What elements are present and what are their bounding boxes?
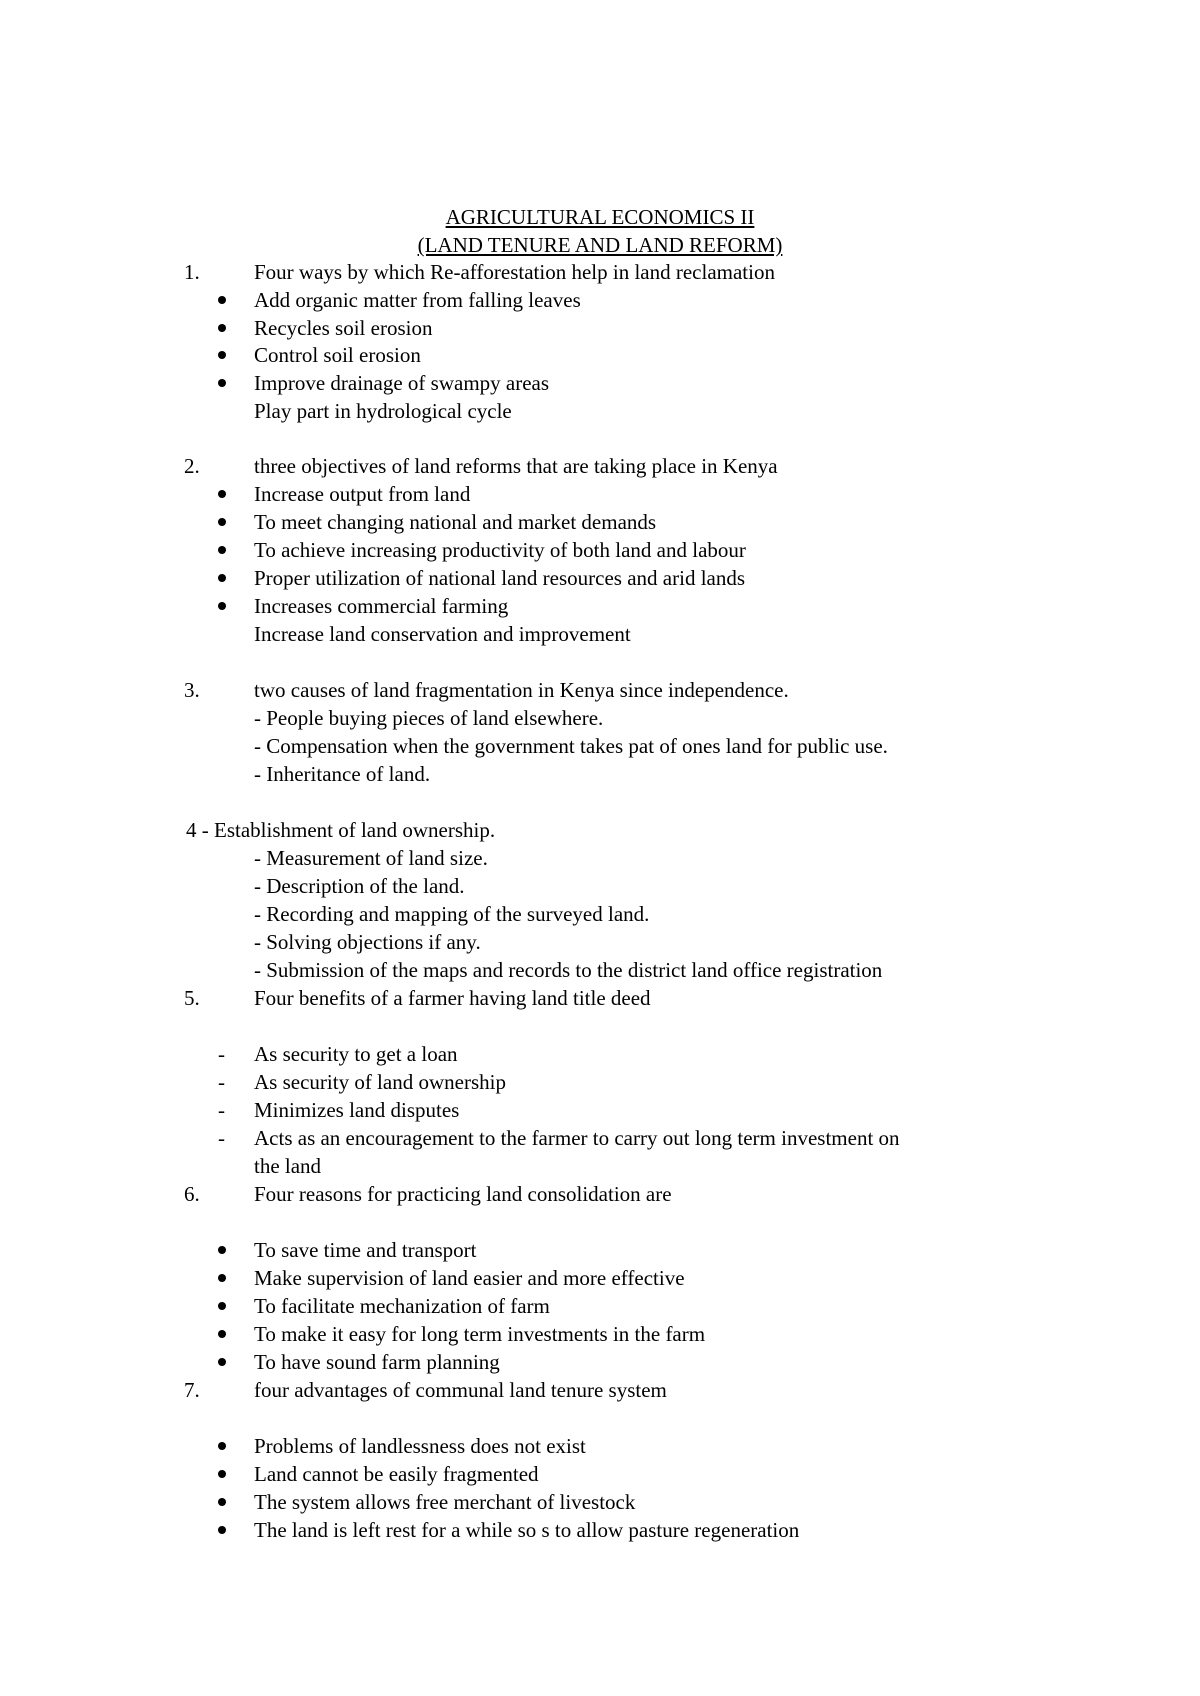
q1-bullet: Add organic matter from falling leaves [254, 288, 581, 312]
q6-bullet: To save time and transport [254, 1238, 477, 1262]
q7-number: 7. [184, 1378, 200, 1402]
q4-item: - Recording and mapping of the surveyed land. [254, 902, 650, 926]
q7-bullet: Land cannot be easily fragmented [254, 1462, 539, 1486]
bullet-icon [218, 296, 226, 304]
dash-icon: - [218, 1042, 225, 1066]
q3-item: - Compensation when the government takes pat of ones land for public use. [254, 734, 888, 758]
q5-item: As security to get a loan [254, 1042, 458, 1066]
bullet-icon [218, 1330, 226, 1338]
bullet-icon [218, 1498, 226, 1506]
q1-bullet: Control soil erosion [254, 343, 421, 367]
bullet-icon [218, 1470, 226, 1478]
q1-extra: Play part in hydrological cycle [254, 399, 512, 423]
bullet-icon [218, 518, 226, 526]
q5-item: As security of land ownership [254, 1070, 506, 1094]
q6-bullet: To facilitate mechanization of farm [254, 1294, 550, 1318]
q2-number: 2. [184, 454, 200, 478]
q3-number: 3. [184, 678, 200, 702]
q2-bullet: Increase output from land [254, 482, 471, 506]
bullet-icon [218, 351, 226, 359]
dash-icon: - [218, 1070, 225, 1094]
q5-number: 5. [184, 986, 200, 1010]
q6-number: 6. [184, 1182, 200, 1206]
q7-bullet: The land is left rest for a while so s to allow pasture regeneration [254, 1518, 800, 1542]
q2-bullet: To meet changing national and market demands [254, 510, 657, 534]
q2-bullet: Proper utilization of national land resources and arid lands [254, 566, 746, 590]
q4-item: - Solving objections if any. [254, 930, 481, 954]
document-title: AGRICULTURAL ECONOMICS II [445, 205, 755, 229]
q1-bullet: Improve drainage of swampy areas [254, 371, 550, 395]
bullet-icon [218, 1274, 226, 1282]
q3-item: - People buying pieces of land elsewhere. [254, 706, 604, 730]
q7-bullet: The system allows free merchant of livestock [254, 1490, 636, 1514]
q2-bullet: To achieve increasing productivity of both land and labour [254, 538, 746, 562]
bullet-icon [218, 490, 226, 498]
bullet-icon [218, 546, 226, 554]
q4-first: 4 - Establishment of land ownership. [186, 818, 496, 842]
bullet-icon [218, 1526, 226, 1534]
document-subtitle: (LAND TENURE AND LAND REFORM) [417, 233, 783, 257]
q5-item: Acts as an encouragement to the farmer to carry out long term investment on [254, 1126, 900, 1150]
bullet-icon [218, 1358, 226, 1366]
bullet-icon [218, 1246, 226, 1254]
dash-icon: - [218, 1098, 225, 1122]
bullet-icon [218, 1302, 226, 1310]
q5-heading: Four benefits of a farmer having land title deed [254, 986, 651, 1010]
q7-bullet: Problems of landlessness does not exist [254, 1434, 586, 1458]
q6-bullet: Make supervision of land easier and more effective [254, 1266, 685, 1290]
q6-bullet: To make it easy for long term investments in the farm [254, 1322, 706, 1346]
q4-item: - Description of the land. [254, 874, 465, 898]
q2-extra: Increase land conservation and improvement [254, 622, 631, 646]
bullet-icon [218, 324, 226, 332]
q3-item: - Inheritance of land. [254, 762, 431, 786]
q5-item: Minimizes land disputes [254, 1098, 460, 1122]
q2-bullet: Increases commercial farming [254, 594, 509, 618]
q2-heading: three objectives of land reforms that are taking place in Kenya [254, 454, 778, 478]
q1-bullet: Recycles soil erosion [254, 316, 433, 340]
q6-bullet: To have sound farm planning [254, 1350, 500, 1374]
q1-number: 1. [184, 260, 200, 284]
q4-item: - Measurement of land size. [254, 846, 488, 870]
q7-heading: four advantages of communal land tenure system [254, 1378, 667, 1402]
dash-icon: - [218, 1126, 225, 1150]
q6-heading: Four reasons for practicing land consolidation are [254, 1182, 672, 1206]
q4-item: - Submission of the maps and records to the district land office registration [254, 958, 883, 982]
bullet-icon [218, 574, 226, 582]
q1-heading: Four ways by which Re-afforestation help in land reclamation [254, 260, 775, 284]
bullet-icon [218, 1442, 226, 1450]
q5-continuation: the land [254, 1154, 322, 1178]
bullet-icon [218, 602, 226, 610]
q3-heading: two causes of land fragmentation in Kenya since independence. [254, 678, 789, 702]
bullet-icon [218, 379, 226, 387]
